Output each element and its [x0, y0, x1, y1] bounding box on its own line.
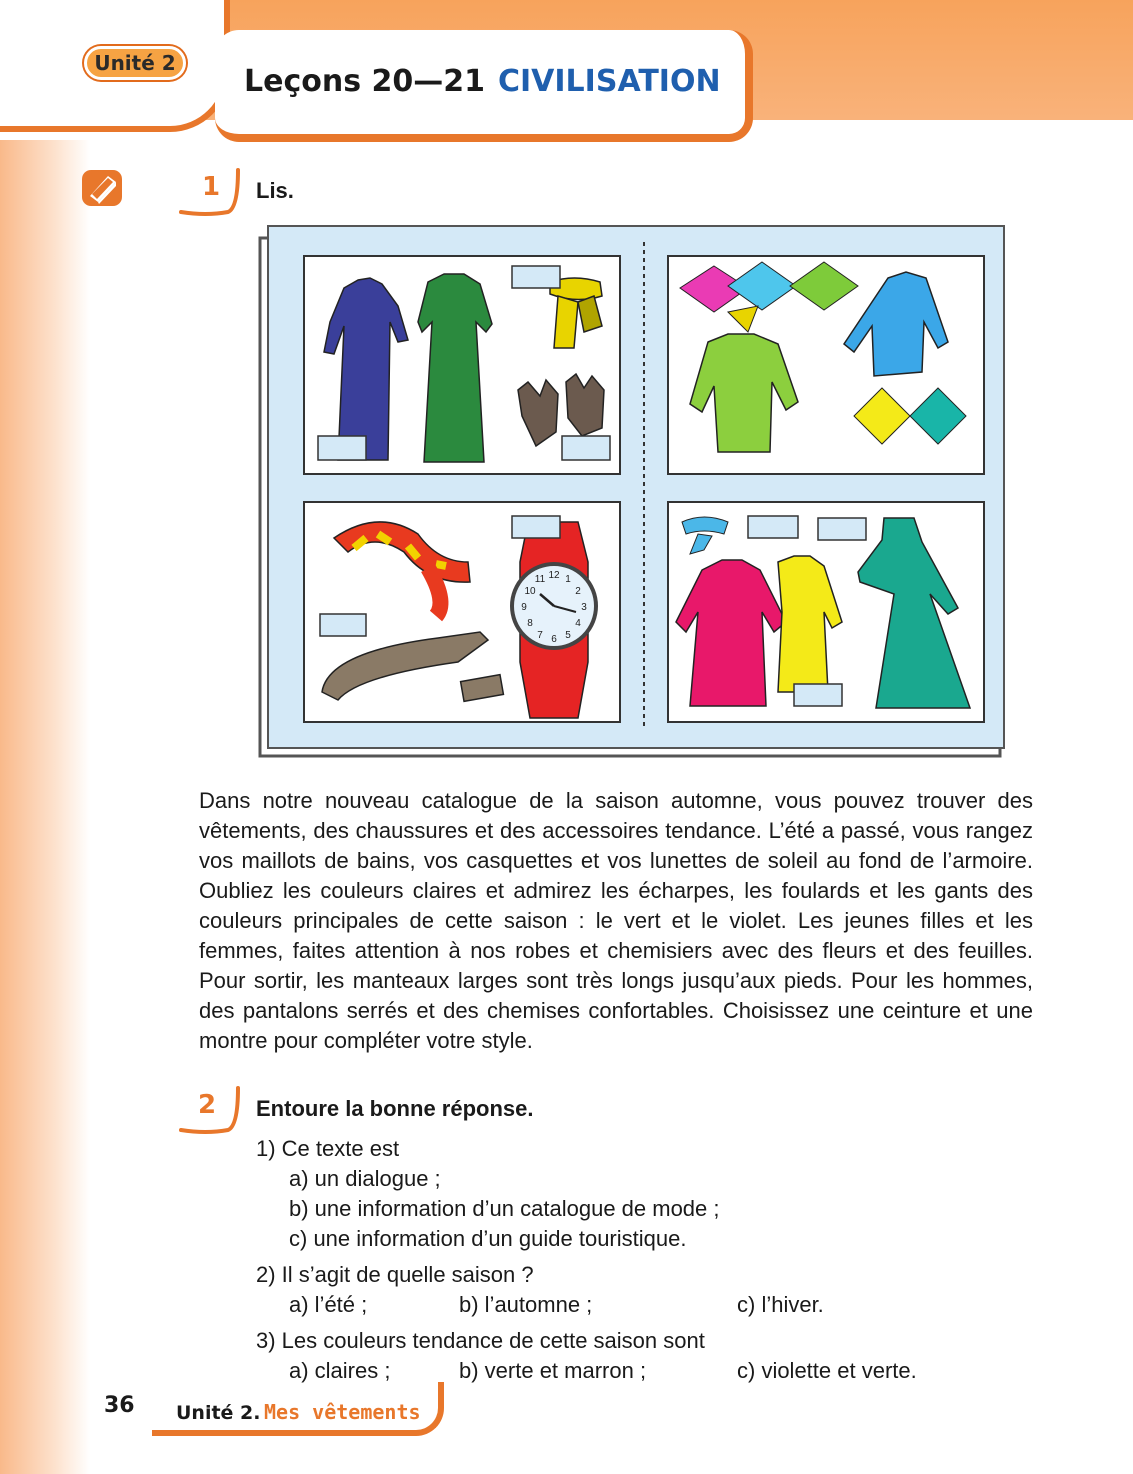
watch-number: 9: [521, 602, 527, 613]
left-decorative-band: [0, 0, 90, 1474]
panel-dresses: [668, 502, 984, 722]
watch-number: 6: [551, 634, 557, 645]
watch-number: 5: [565, 630, 571, 641]
watch-number: 8: [527, 618, 533, 629]
panel-coats: [304, 256, 620, 474]
question-3-option-b[interactable]: b) verte et marron ;: [459, 1358, 647, 1383]
watch-number: 12: [548, 570, 560, 581]
question-3-option-c[interactable]: c) violette et verte.: [737, 1358, 917, 1383]
watch-number: 7: [537, 630, 543, 641]
question-2-option-c[interactable]: c) l’hiver.: [737, 1292, 824, 1317]
section-title: CIVILISATION: [498, 64, 721, 99]
question-3-option-a[interactable]: a) claires ;: [289, 1358, 391, 1383]
question-1-option-a[interactable]: a) un dialogue ;: [289, 1166, 441, 1191]
question-1-option-c[interactable]: c) une information d’un guide touristique.: [289, 1226, 687, 1251]
question-2-option-b[interactable]: b) l’automne ;: [459, 1292, 593, 1317]
watch-number: 4: [575, 618, 581, 629]
question-2: 2) Il s’agit de quelle saison ?: [256, 1262, 534, 1287]
panel-shirts: [668, 256, 984, 474]
footer-topic: Mes vêtements: [264, 1400, 421, 1424]
exercise-2-number: 2: [198, 1090, 217, 1120]
catalog-text: Dans notre nouveau catalogue de la saison automne, vous pouvez trouver des vêtements, des chaussures et des accessoires tendance. L’été a passé, vous rangez vos maillots de bains, vos casquettes et vos lunettes de soleil au fond de l’armoire. Oubliez les couleurs claires et admirez les écharpes, les foulards et les gants des couleurs principales de cette saison : le vert et le violet. Les jeunes filles et les femmes, faites attention à nos robes et chemisiers avec des fleurs et des feuilles. Pour sortir, les manteaux larges sont très longs jusqu’aux pieds. Pour les hommes, des pantalons serrés et des chemises confortables. Choisissez une ceinture et une montre pour compléter votre style.: [199, 788, 1033, 1053]
question-1-option-b[interactable]: b) une information d’un catalogue de mode ;: [289, 1196, 720, 1221]
page-number: 36: [104, 1393, 135, 1418]
lesson-numbers: Leçons 20—21: [244, 64, 486, 99]
footer-unit: Unité 2.: [176, 1402, 261, 1424]
question-3: 3) Les couleurs tendance de cette saison sont: [256, 1328, 705, 1353]
exercise-2-instruction: Entoure la bonne réponse.: [256, 1096, 534, 1121]
unit-badge: Unité 2: [84, 46, 186, 80]
catalog-illustration: [258, 222, 1006, 760]
exercise-1-number: 1: [202, 172, 221, 202]
watch-number: 2: [575, 586, 581, 597]
watch-number: 3: [581, 602, 587, 613]
panel-accessories: [304, 502, 620, 722]
watch-number: 10: [524, 586, 536, 597]
book-icon: [80, 166, 126, 210]
watch-number: 11: [534, 574, 546, 585]
watch-number: 1: [565, 574, 571, 585]
question-2-option-a[interactable]: a) l’été ;: [289, 1292, 368, 1317]
question-1: 1) Ce texte est: [256, 1136, 400, 1161]
exercise-1-instruction: Lis.: [256, 178, 294, 203]
